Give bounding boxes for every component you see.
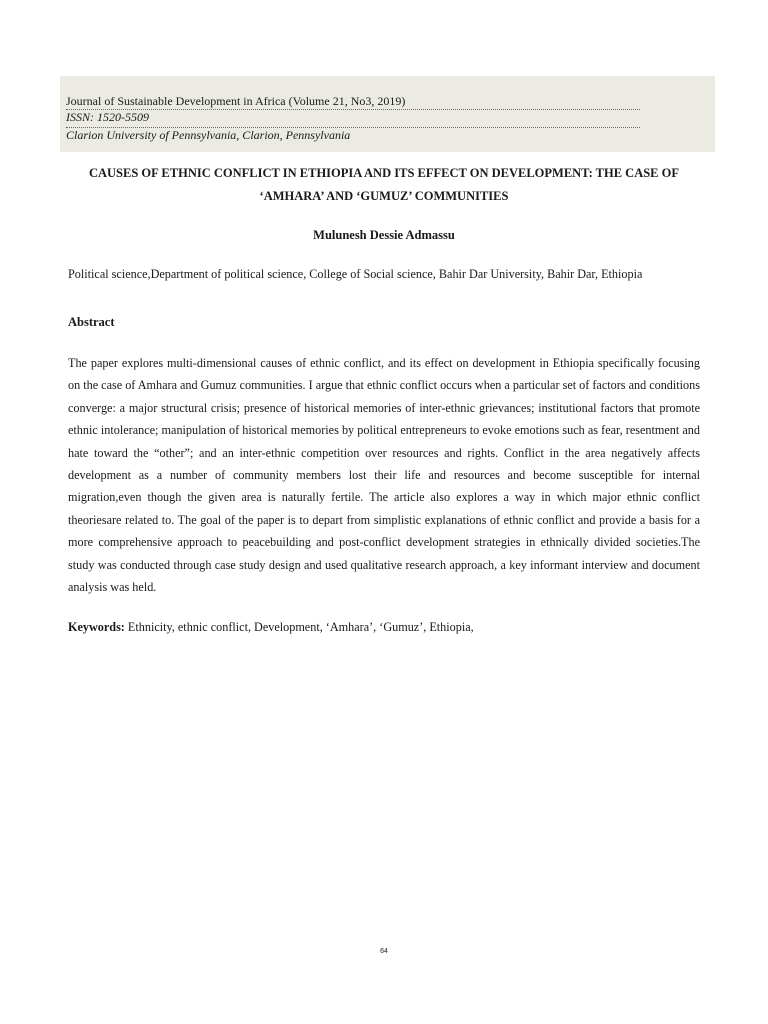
- journal-name: Journal of Sustainable Development in Africa (Volume 21, No3, 2019): [66, 94, 406, 108]
- abstract-heading: Abstract: [68, 315, 115, 329]
- author-affiliation: Political science,Department of political science, College of Social science, Bahir Dar University, Bahir Dar, Ethiopia: [68, 267, 643, 281]
- article-title: [60, 162, 708, 208]
- keywords-line: [68, 620, 474, 635]
- article-title-line: ‘AMHARA’ AND ‘GUMUZ’ COMMUNITIES: [259, 189, 509, 203]
- page-number: 64: [380, 948, 388, 955]
- header-divider: [66, 109, 640, 110]
- keywords-label: Keywords:: [68, 620, 125, 634]
- author-name: Mulunesh Dessie Admassu: [313, 228, 455, 242]
- journal-issn: ISSN: 1520-5509: [66, 110, 149, 124]
- article-title-line: CAUSES OF ETHNIC CONFLICT IN ETHIOPIA AND ITS EFFECT ON DEVELOPMENT: THE CASE OF: [88, 166, 680, 180]
- journal-publisher: Clarion University of Pennsylvania, Clarion, Pennsylvania: [66, 128, 351, 142]
- abstract-text: The paper explores multi-dimensional causes of ethnic conflict, and its effect on development in Ethiopia specifically focusing on the case of Amhara and Gumuz communities. I argue that ethnic conflict occurs when a particular set of factors and conditions converge: a major structural crisis; presence of historical memories of inter-ethnic grievances; institutional factors that promote ethnic intolerance; manipulation of historical memories by political entrepreneurs to evoke emotions such as fear, resentment and hate toward the “other”; and an inter-ethnic competition over resources and rights. Conflict in the area negatively affects development as a number of community members lost their life and resources and become susceptible for internal migration,even though the given area is naturally fertile. The article also explores a way in which major ethnic conflict theoriesare related to. The goal of the paper is to depart from simplistic explanations of ethnic conflict and provide a basis for a more comprehensive approach to peacebuilding and post-conflict development strategies in ethnically divided societies.The study was conducted through case study design and used qualitative research approach, a key informant interview and document analysis was held.: [68, 356, 700, 595]
- keywords-list: Ethnicity, ethnic conflict, Development, ‘Amhara’, ‘Gumuz’, Ethiopia,: [124, 620, 474, 634]
